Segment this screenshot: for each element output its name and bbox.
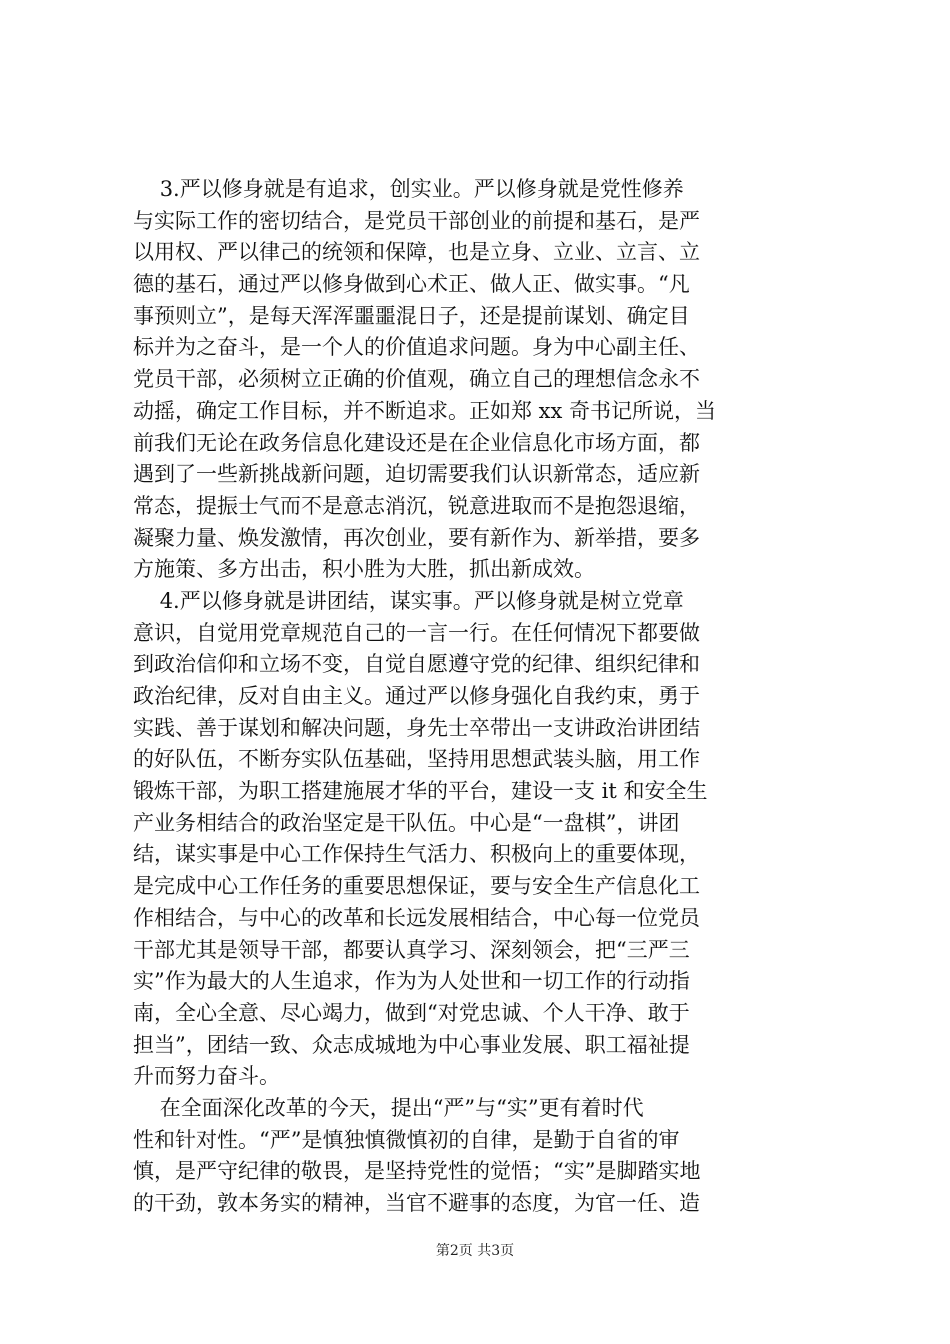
text-line: 政治纪律，反对自由主义。通过严以修身强化自我约束，勇于: [133, 684, 700, 708]
text-line: 遇到了一些新挑战新问题，迫切需要我们认识新常态，适应新: [133, 462, 700, 487]
text-line: 常态，提振士气而不是意志消沉，锐意进取而不是抱怨退缩，: [133, 493, 700, 518]
text-line: 到政治信仰和立场不变，自觉自愿遵守党的纪律、组织纪律和: [133, 652, 700, 677]
text-line: 4.严以修身就是讲团结，谋实事。严以修身就是树立党章: [133, 588, 684, 613]
text-line: 结，谋实事是中心工作保持生气活力、积极向上的重要体现，: [133, 842, 700, 867]
text-line: 的好队伍，不断夯实队伍基础，坚持用思想武装头脑，用工作: [133, 747, 700, 772]
text-line: 凝聚力量、焕发激情，再次创业，要有新作为、新举措，要多: [133, 525, 700, 550]
text-line: 标并为之奋斗，是一个人的价值追求问题。身为中心副主任、: [133, 335, 700, 360]
text-line: 实践、善于谋划和解决问题，身先士卒带出一支讲政治讲团结: [133, 715, 700, 740]
text-line: 实”作为最大的人生追求，作为为人处世和一切工作的行动指: [133, 969, 690, 994]
text-line: 慎，是严守纪律的敬畏，是坚持党性的觉悟；“实”是脚踏实地: [133, 1159, 701, 1184]
text-line: 意识，自觉用党章规范自己的一言一行。在任何情况下都要做: [133, 620, 700, 645]
text-line: 锻炼干部，为职工搭建施展才华的平台，建设一支 it 和安全生: [133, 779, 708, 804]
text-line: 的干劲，敦本务实的精神，当官不避事的态度，为官一任、造: [133, 1191, 700, 1215]
text-line: 党员干部，必须树立正确的价值观，确立自己的理想信念永不: [133, 367, 700, 392]
text-line: 与实际工作的密切结合，是党员干部创业的前提和基石，是严: [133, 208, 700, 233]
text-line: 作相结合，与中心的改革和长远发展相结合，中心每一位党员: [133, 905, 700, 930]
text-line: 前我们无论在政务信息化建设还是在企业信息化市场方面，都: [133, 430, 700, 455]
text-line: 担当”，团结一致、众志成城地为中心事业发展、职工福祉提: [133, 1032, 690, 1057]
text-line: 干部尤其是领导干部，都要认真学习、深刻领会，把“三严三: [133, 937, 690, 962]
body-text: [133, 174, 833, 1220]
text-line: 是完成中心工作任务的重要思想保证，要与安全生产信息化工: [133, 874, 700, 899]
text-line: 升而努力奋斗。: [133, 1064, 280, 1089]
text-line: 产业务相结合的政治坚定是干队伍。中心是“一盘棋”，讲团: [133, 810, 680, 835]
text-line: 在全面深化改革的今天，提出“严”与“实”更有着时代: [133, 1095, 644, 1120]
text-line: 性和针对性。“严”是慎独慎微慎初的自律，是勤于自省的审: [133, 1127, 680, 1152]
text-line: 以用权、严以律己的统领和保障，也是立身、立业、立言、立: [133, 240, 700, 265]
text-line: 3.严以修身就是有追求，创实业。严以修身就是党性修养: [133, 177, 684, 201]
text-line: 南，全心全意、尽心竭力，做到“对党忠诚、个人干净、敢于: [133, 1000, 690, 1025]
text-line: 动摇，确定工作目标，并不断追求。正如郑 xx 奇书记所说，当: [133, 398, 717, 423]
text-line: 方施策、多方出击，积小胜为大胜，抓出新成效。: [133, 557, 595, 582]
page-footer: 第2页 共3页: [435, 1243, 515, 1259]
text-line: 事预则立”，是每天浑浑噩噩混日子，还是提前谋划、确定目: [133, 303, 690, 328]
text-line: 德的基石，通过严以修身做到心术正、做人正、做实事。“凡: [133, 272, 690, 297]
